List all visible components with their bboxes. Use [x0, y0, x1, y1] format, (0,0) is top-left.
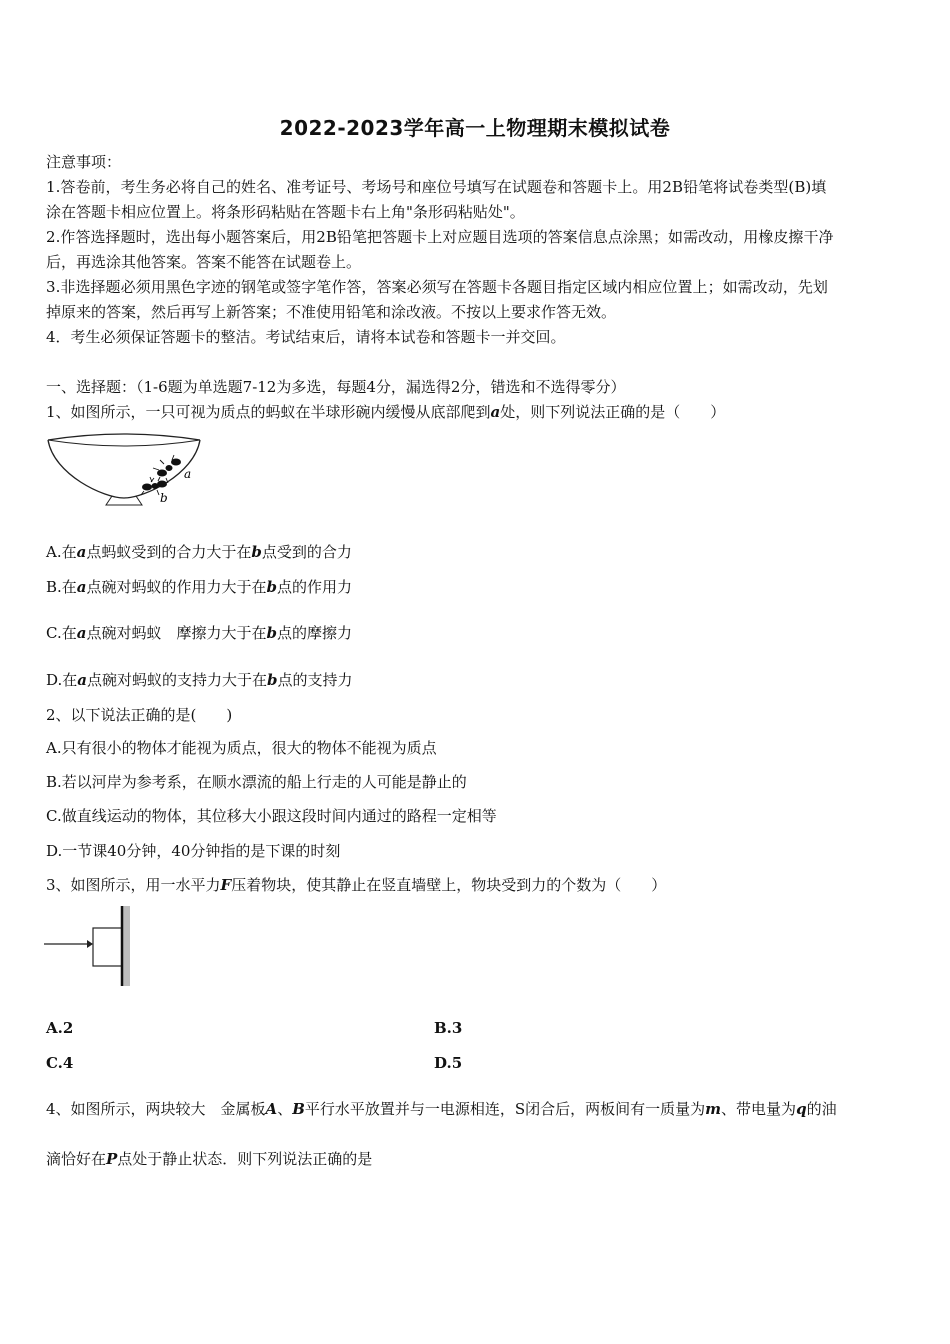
- notice-line: 掉原来的答案，然后再写上新答案；不准使用铅笔和涂改液。不按以上要求作答无效。: [46, 303, 617, 321]
- section-heading: 一、选择题：（1-6题为单选题7-12为多选，每题4分，漏选得2分，错选和不选得零分）: [46, 378, 626, 396]
- q2-stem: 2、以下说法正确的是( ): [46, 706, 233, 724]
- q3-option: D.5: [434, 1054, 463, 1072]
- exam-title: 2022-2023学年高一上物理期末模拟试卷: [279, 116, 671, 140]
- notice-line: 3.非选择题必须用黑色字迹的钢笔或签字笔作答，答案必须写在答题卡各题目指定区域内相应位置上；如需改动，先划: [46, 278, 828, 296]
- q2-option: A.只有很小的物体才能视为质点，很大的物体不能视为质点: [46, 739, 437, 757]
- ant-icon: [151, 455, 181, 483]
- q3-option: A.2: [46, 1019, 74, 1037]
- q1-option: D.在a点碗对蚂蚁的支持力大于在b点的支持力: [46, 671, 353, 689]
- q1-option: A.在a点蚂蚁受到的合力大于在b点受到的合力: [46, 543, 352, 561]
- q1-option: C.在a点碗对蚂蚁 摩擦力大于在b点的摩擦力: [46, 624, 352, 642]
- block: [93, 928, 122, 966]
- notice-line: 1.答卷前，考生务必将自己的姓名、准考证号、考场号和座位号填写在试题卷和答题卡上。用2B铅笔将试卷类型(B)填: [46, 178, 827, 196]
- q1-option: B.在a点碗对蚂蚁的作用力大于在b点的作用力: [46, 578, 353, 596]
- notice-line: 后，再选涂其他答案。答案不能答在试题卷上。: [46, 253, 362, 271]
- point-a-label: a: [184, 467, 192, 481]
- wall-block-figure: [44, 904, 139, 990]
- q2-option: D.一节课40分钟，40分钟指的是下课的时刻: [46, 842, 341, 860]
- q3-stem: 3、如图所示，用一水平力F压着物块，使其静止在竖直墙壁上，物块受到力的个数为（ ）: [46, 876, 667, 894]
- notice-heading: 注意事项：: [46, 153, 122, 171]
- q2-option: B.若以河岸为参考系，在顺水漂流的船上行走的人可能是静止的: [46, 773, 467, 791]
- point-b-label: b: [160, 491, 168, 505]
- notice-line: 4．考生必须保证答题卡的整洁。考试结束后，请将本试卷和答题卡一并交回。: [46, 328, 566, 346]
- notice-line: 涂在答题卡相应位置上。将条形码粘贴在答题卡右上角"条形码粘贴处"。: [46, 203, 525, 221]
- q2-option: C.做直线运动的物体，其位移大小跟这段时间内通过的路程一定相等: [46, 807, 497, 825]
- q4-stem-line1: 4、如图所示，两块较大 金属板A、B平行水平放置并与一电源相连，S闭合后，两板间有一质量为m、带电量为q的油: [46, 1100, 837, 1118]
- notice-line: 2.作答选择题时，选出每小题答案后，用2B铅笔把答题卡上对应题目选项的答案信息点涂黑；如需改动，用橡皮擦干净: [46, 228, 834, 246]
- q4-stem-line2: 滴恰好在P点处于静止状态．则下列说法正确的是: [46, 1150, 373, 1168]
- bowl-figure: [44, 430, 204, 510]
- arrow-head-icon: [87, 940, 93, 948]
- q1-stem: 1、如图所示，一只可视为质点的蚂蚁在半球形碗内缓慢从底部爬到a处，则下列说法正确的是（ ）: [46, 403, 726, 421]
- q3-option: B.3: [434, 1019, 463, 1037]
- q3-option: C.4: [46, 1054, 74, 1072]
